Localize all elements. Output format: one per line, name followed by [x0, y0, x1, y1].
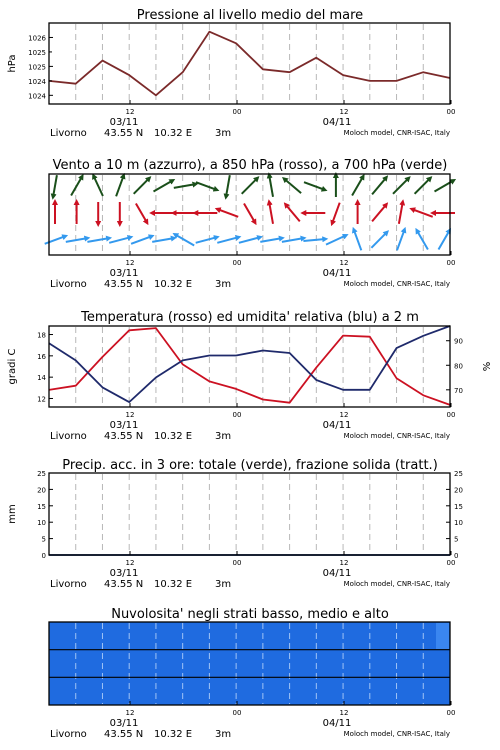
wind-arrow	[439, 231, 450, 250]
wind-arrow	[354, 230, 362, 251]
wind-arrow	[242, 178, 258, 194]
y-tick-label: 14	[37, 374, 46, 383]
x-tick-label: 12	[125, 259, 135, 267]
y-tick-label: 12	[37, 395, 46, 404]
x-tick-label: 12	[125, 411, 135, 419]
location-altitude: 3m	[215, 128, 232, 139]
y-tick-label: 16	[37, 352, 46, 361]
y2-tick-label: 90	[454, 337, 463, 346]
location-lat: 43.55 N	[104, 279, 144, 290]
y-tick-label: 1025	[28, 48, 46, 57]
x-tick-label: 12	[339, 559, 349, 567]
model-credit: Moloch model, CNR-ISAC, Italy	[343, 129, 450, 137]
panel-2	[45, 158, 456, 290]
location-lon: 10.32 E	[154, 729, 193, 740]
y-tick-label: 10	[37, 519, 46, 528]
y2-axis-label: %	[482, 361, 493, 372]
wind-arrow	[218, 209, 239, 217]
wind-arrow	[393, 178, 409, 194]
date-label: 04/11	[322, 117, 352, 128]
wind-arrow	[71, 177, 82, 196]
wind-arrow	[136, 204, 147, 223]
y2-tick-label: 20	[454, 486, 463, 495]
x-tick-label: 00	[232, 259, 242, 267]
wind-arrow	[269, 202, 273, 224]
wind-arrow	[286, 205, 300, 222]
x-tick-label: 00	[446, 411, 456, 419]
y-tick-label: 1024	[28, 77, 46, 86]
location-lon: 10.32 E	[154, 579, 193, 590]
wind-arrow	[94, 176, 103, 196]
date-label: 04/11	[322, 718, 352, 729]
location-lat: 43.55 N	[104, 729, 144, 740]
wind-arrow	[217, 237, 238, 243]
y2-tick-label: 25	[454, 470, 463, 478]
x-tick-label: 00	[446, 259, 456, 267]
x-tick-label: 12	[339, 411, 349, 419]
wind-arrow	[66, 238, 88, 242]
wind-arrow	[415, 178, 431, 194]
wind-arrow	[116, 176, 124, 197]
location-lon: 10.32 E	[154, 431, 193, 442]
wind-arrow	[196, 237, 217, 243]
chart-title: Vento a 10 m (azzurro), a 850 hPa (rosso), a 700 hPa (verde)	[52, 158, 448, 173]
wind-arrow	[226, 175, 230, 197]
wind-arrow	[131, 236, 152, 244]
wind-arrow	[175, 235, 194, 246]
location-lat: 43.55 N	[104, 128, 144, 139]
y-tick-label: 18	[37, 331, 46, 340]
x-tick-label: 12	[125, 709, 135, 717]
chart-title: Temperatura (rosso) ed umidita' relativa (blu) a 2 m	[81, 310, 419, 325]
wind-arrow	[109, 237, 130, 243]
wind-arrow	[372, 178, 386, 195]
date-label: 03/11	[109, 420, 139, 431]
y2-tick-label: 15	[454, 502, 463, 511]
y-axis-label: gradi C	[7, 348, 18, 385]
location-name: Livorno	[50, 729, 87, 740]
date-label: 03/11	[109, 117, 139, 128]
y-axis-label: hPa	[7, 54, 18, 73]
model-credit: Moloch model, CNR-ISAC, Italy	[343, 432, 450, 440]
x-tick-label: 12	[339, 709, 349, 717]
wind-arrow	[284, 179, 301, 193]
y-tick-label: 1026	[28, 34, 46, 43]
wind-arrow	[239, 237, 260, 243]
temperature-line	[49, 328, 450, 405]
wind-arrow	[134, 178, 150, 194]
chart-title: Nuvolosita' negli strati basso, medio e alto	[111, 607, 389, 622]
y2-tick-label: 10	[454, 519, 463, 528]
wind-arrow	[260, 238, 282, 242]
y2-tick-label: 0	[454, 552, 459, 560]
panel-5	[49, 607, 455, 740]
y-tick-label: 15	[37, 502, 46, 511]
wind-arrow	[332, 203, 340, 224]
location-altitude: 3m	[215, 579, 232, 590]
date-label: 04/11	[322, 420, 352, 431]
location-altitude: 3m	[215, 279, 232, 290]
location-lat: 43.55 N	[104, 431, 144, 442]
date-label: 04/11	[322, 568, 352, 579]
cloud-cover-fill	[49, 622, 450, 705]
panel-3	[7, 310, 493, 442]
y-tick-label: 1025	[28, 63, 46, 72]
wind-arrow	[303, 239, 325, 241]
chart-title: Pressione al livello medio del mare	[136, 8, 364, 23]
y-tick-label: 20	[37, 486, 46, 495]
wind-arrow	[244, 204, 255, 223]
x-tick-label: 00	[232, 411, 242, 419]
wind-arrow	[371, 232, 387, 248]
wind-arrow	[399, 202, 403, 224]
chart-title: Precip. acc. in 3 ore: totale (verde), frazione solida (tratt.)	[62, 458, 438, 473]
date-label: 03/11	[109, 718, 139, 729]
y-tick-label: 0	[41, 552, 46, 560]
model-credit: Moloch model, CNR-ISAC, Italy	[343, 580, 450, 588]
wind-arrow	[412, 209, 433, 217]
location-lon: 10.32 E	[154, 128, 193, 139]
location-lat: 43.55 N	[104, 579, 144, 590]
wind-arrow	[417, 231, 428, 250]
wind-arrow	[352, 177, 363, 196]
panel-4	[7, 458, 463, 590]
x-tick-label: 00	[232, 108, 242, 116]
wind-arrow	[397, 230, 405, 251]
wind-arrow	[87, 238, 109, 242]
x-tick-label: 00	[446, 559, 456, 567]
wind-arrow	[196, 182, 217, 190]
wind-arrow	[269, 175, 273, 197]
location-altitude: 3m	[215, 729, 232, 740]
date-label: 03/11	[109, 568, 139, 579]
location-name: Livorno	[50, 431, 87, 442]
location-name: Livorno	[50, 279, 87, 290]
model-credit: Moloch model, CNR-ISAC, Italy	[343, 730, 450, 738]
y-tick-label: 25	[37, 470, 46, 478]
location-altitude: 3m	[215, 431, 232, 442]
date-label: 04/11	[322, 268, 352, 279]
panel-1	[7, 8, 455, 139]
cloud-cover-cell-light	[436, 623, 449, 649]
y2-tick-label: 70	[454, 386, 463, 395]
wind-arrow	[282, 238, 304, 242]
plot-frame	[49, 473, 450, 555]
x-tick-label: 12	[125, 559, 135, 567]
x-tick-label: 00	[232, 709, 242, 717]
model-credit: Moloch model, CNR-ISAC, Italy	[343, 280, 450, 288]
y-axis-label: mm	[7, 504, 18, 524]
x-tick-label: 12	[125, 108, 135, 116]
wind-arrow	[304, 182, 325, 190]
x-tick-label: 00	[446, 709, 456, 717]
date-label: 03/11	[109, 268, 139, 279]
wind-arrow	[45, 236, 66, 244]
x-tick-label: 12	[339, 259, 349, 267]
pressure-line	[49, 32, 450, 96]
y-tick-label: 1024	[28, 92, 46, 101]
humidity-line	[49, 326, 450, 402]
location-lon: 10.32 E	[154, 279, 193, 290]
y2-tick-label: 5	[454, 535, 459, 544]
y-tick-label: 5	[41, 535, 46, 544]
wind-arrow	[174, 184, 196, 188]
x-tick-label: 00	[232, 559, 242, 567]
location-name: Livorno	[50, 579, 87, 590]
wind-arrow	[53, 175, 57, 197]
x-tick-label: 00	[446, 108, 456, 116]
wind-arrow	[372, 205, 386, 222]
y2-tick-label: 80	[454, 362, 463, 371]
location-name: Livorno	[50, 128, 87, 139]
x-tick-label: 12	[339, 108, 349, 116]
